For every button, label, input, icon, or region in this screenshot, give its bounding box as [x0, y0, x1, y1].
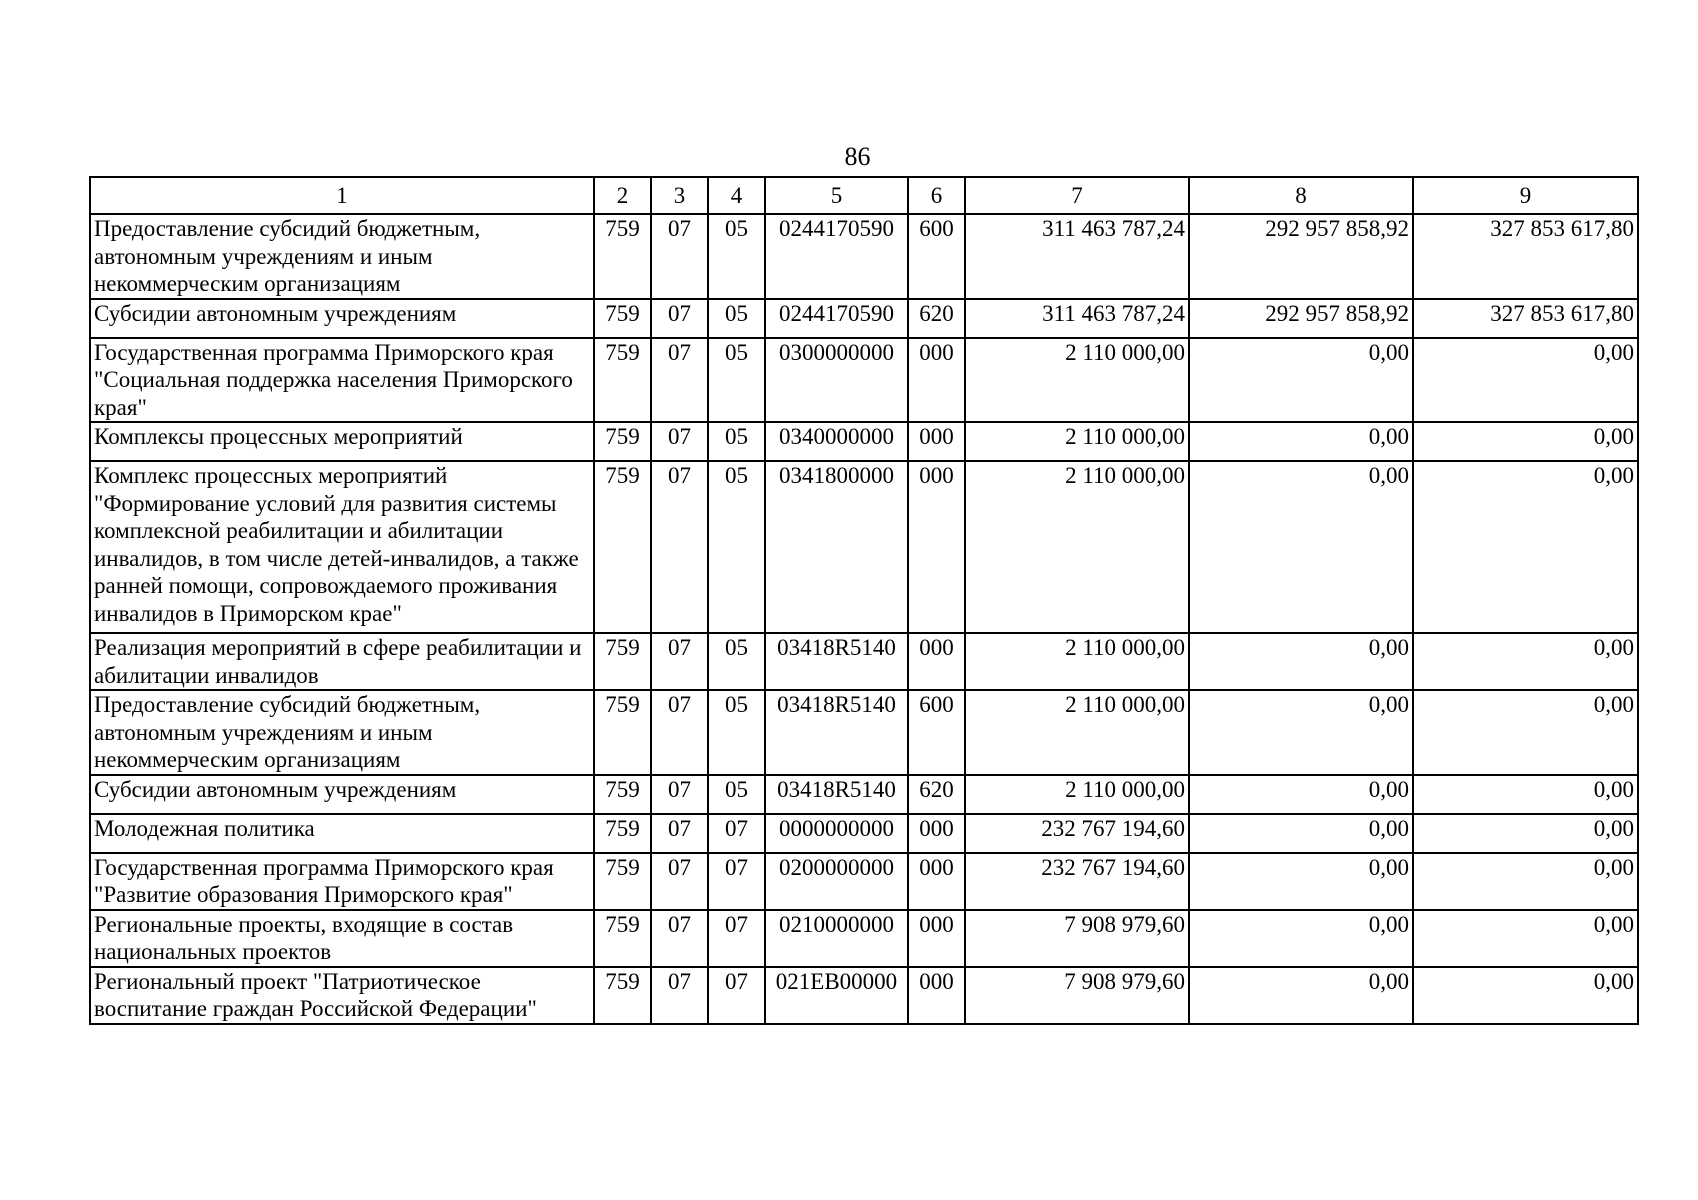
table-row [90, 814, 1638, 853]
expense-type-code: 000 [908, 910, 965, 967]
section-code: 07 [651, 633, 708, 690]
section-code: 07 [651, 775, 708, 814]
ved-code: 759 [594, 690, 651, 775]
amount-col7: 311 463 787,24 [965, 214, 1189, 299]
col-header-4: 4 [708, 177, 765, 214]
table-row [90, 422, 1638, 461]
expense-type-code: 620 [908, 775, 965, 814]
subsection-code: 07 [708, 853, 765, 910]
table-row [90, 338, 1638, 423]
amount-col9: 327 853 617,80 [1413, 214, 1638, 299]
amount-col9: 0,00 [1413, 853, 1638, 910]
amount-col9: 0,00 [1413, 690, 1638, 775]
col-header-8: 8 [1189, 177, 1413, 214]
expense-type-code: 000 [908, 814, 965, 853]
subsection-code: 07 [708, 967, 765, 1024]
amount-col9: 0,00 [1413, 775, 1638, 814]
table-row [90, 461, 1638, 633]
expense-type-code: 620 [908, 299, 965, 338]
amount-col7: 2 110 000,00 [965, 422, 1189, 461]
subsection-code: 05 [708, 338, 765, 423]
table-row [90, 690, 1638, 775]
amount-col9: 0,00 [1413, 910, 1638, 967]
amount-col8: 0,00 [1189, 814, 1413, 853]
amount-col9: 0,00 [1413, 461, 1638, 633]
col-header-7: 7 [965, 177, 1189, 214]
amount-col8: 0,00 [1189, 853, 1413, 910]
amount-col7: 232 767 194,60 [965, 853, 1189, 910]
row-name: Региональные проекты, входящие в состав национальных проектов [90, 910, 594, 967]
target-article-code: 0244170590 [765, 299, 908, 338]
expense-type-code: 000 [908, 338, 965, 423]
amount-col8: 0,00 [1189, 775, 1413, 814]
amount-col7: 2 110 000,00 [965, 775, 1189, 814]
ved-code: 759 [594, 910, 651, 967]
section-code: 07 [651, 422, 708, 461]
col-header-5: 5 [765, 177, 908, 214]
col-header-6: 6 [908, 177, 965, 214]
col-header-1: 1 [90, 177, 594, 214]
target-article-code: 0340000000 [765, 422, 908, 461]
table-row [90, 910, 1638, 967]
section-code: 07 [651, 214, 708, 299]
row-name: Комплексы процессных мероприятий [90, 422, 594, 461]
amount-col9: 0,00 [1413, 633, 1638, 690]
amount-col8: 0,00 [1189, 633, 1413, 690]
ved-code: 759 [594, 214, 651, 299]
amount-col7: 311 463 787,24 [965, 299, 1189, 338]
table-row [90, 853, 1638, 910]
expense-type-code: 600 [908, 690, 965, 775]
section-code: 07 [651, 338, 708, 423]
target-article-code: 0341800000 [765, 461, 908, 633]
amount-col8: 0,00 [1189, 690, 1413, 775]
amount-col7: 232 767 194,60 [965, 814, 1189, 853]
subsection-code: 05 [708, 775, 765, 814]
ved-code: 759 [594, 461, 651, 633]
amount-col9: 0,00 [1413, 338, 1638, 423]
subsection-code: 07 [708, 910, 765, 967]
col-header-9: 9 [1413, 177, 1638, 214]
row-name: Предоставление субсидий бюджетным, автономным учреждениям и иным некоммерческим организациям [90, 690, 594, 775]
section-code: 07 [651, 814, 708, 853]
ved-code: 759 [594, 814, 651, 853]
row-name: Реализация мероприятий в сфере реабилитации и абилитации инвалидов [90, 633, 594, 690]
table-row [90, 775, 1638, 814]
ved-code: 759 [594, 775, 651, 814]
expense-type-code: 600 [908, 214, 965, 299]
amount-col8: 0,00 [1189, 422, 1413, 461]
amount-col8: 0,00 [1189, 338, 1413, 423]
subsection-code: 05 [708, 461, 765, 633]
section-code: 07 [651, 967, 708, 1024]
amount-col8: 0,00 [1189, 910, 1413, 967]
table-row [90, 633, 1638, 690]
section-code: 07 [651, 910, 708, 967]
subsection-code: 05 [708, 299, 765, 338]
amount-col7: 2 110 000,00 [965, 461, 1189, 633]
col-header-3: 3 [651, 177, 708, 214]
ved-code: 759 [594, 633, 651, 690]
target-article-code: 0210000000 [765, 910, 908, 967]
amount-col8: 0,00 [1189, 461, 1413, 633]
ved-code: 759 [594, 338, 651, 423]
section-code: 07 [651, 461, 708, 633]
amount-col7: 2 110 000,00 [965, 633, 1189, 690]
expense-type-code: 000 [908, 967, 965, 1024]
target-article-code: 021EB00000 [765, 967, 908, 1024]
header-row [90, 177, 1638, 214]
amount-col9: 0,00 [1413, 967, 1638, 1024]
ved-code: 759 [594, 422, 651, 461]
table-row [90, 214, 1638, 299]
amount-col7: 2 110 000,00 [965, 690, 1189, 775]
section-code: 07 [651, 690, 708, 775]
target-article-code: 03418R5140 [765, 633, 908, 690]
row-name: Региональный проект "Патриотическое воспитание граждан Российской Федерации" [90, 967, 594, 1024]
subsection-code: 05 [708, 214, 765, 299]
subsection-code: 05 [708, 633, 765, 690]
row-name: Предоставление субсидий бюджетным, автономным учреждениям и иным некоммерческим организациям [90, 214, 594, 299]
ved-code: 759 [594, 853, 651, 910]
expense-type-code: 000 [908, 461, 965, 633]
section-code: 07 [651, 299, 708, 338]
amount-col7: 2 110 000,00 [965, 338, 1189, 423]
col-header-2: 2 [594, 177, 651, 214]
target-article-code: 0300000000 [765, 338, 908, 423]
target-article-code: 0244170590 [765, 214, 908, 299]
row-name: Субсидии автономным учреждениям [90, 775, 594, 814]
amount-col8: 292 957 858,92 [1189, 214, 1413, 299]
table-row [90, 299, 1638, 338]
subsection-code: 05 [708, 422, 765, 461]
ved-code: 759 [594, 299, 651, 338]
amount-col7: 7 908 979,60 [965, 910, 1189, 967]
row-name: Молодежная политика [90, 814, 594, 853]
subsection-code: 07 [708, 814, 765, 853]
target-article-code: 0200000000 [765, 853, 908, 910]
amount-col8: 292 957 858,92 [1189, 299, 1413, 338]
row-name: Комплекс процессных мероприятий "Формирование условий для развития системы комплексной реабилитации и абилитации инвалидов, в том числе детей-инвалидов, а также ранней помощи, сопровождаемого проживания инвалидов в Приморском крае" [90, 461, 594, 633]
target-article-code: 03418R5140 [765, 690, 908, 775]
ved-code: 759 [594, 967, 651, 1024]
amount-col9: 0,00 [1413, 422, 1638, 461]
row-name: Государственная программа Приморского края "Развитие образования Приморского края" [90, 853, 594, 910]
amount-col8: 0,00 [1189, 967, 1413, 1024]
expense-type-code: 000 [908, 633, 965, 690]
amount-col9: 327 853 617,80 [1413, 299, 1638, 338]
target-article-code: 0000000000 [765, 814, 908, 853]
subsection-code: 05 [708, 690, 765, 775]
target-article-code: 03418R5140 [765, 775, 908, 814]
table-row [90, 967, 1638, 1024]
expense-type-code: 000 [908, 422, 965, 461]
budget-table [89, 176, 1639, 1025]
expense-type-code: 000 [908, 853, 965, 910]
row-name: Субсидии автономным учреждениям [90, 299, 594, 338]
amount-col9: 0,00 [1413, 814, 1638, 853]
page-number: 86 [844, 142, 871, 171]
row-name: Государственная программа Приморского края "Социальная поддержка населения Приморского края" [90, 338, 594, 423]
section-code: 07 [651, 853, 708, 910]
amount-col7: 7 908 979,60 [965, 967, 1189, 1024]
